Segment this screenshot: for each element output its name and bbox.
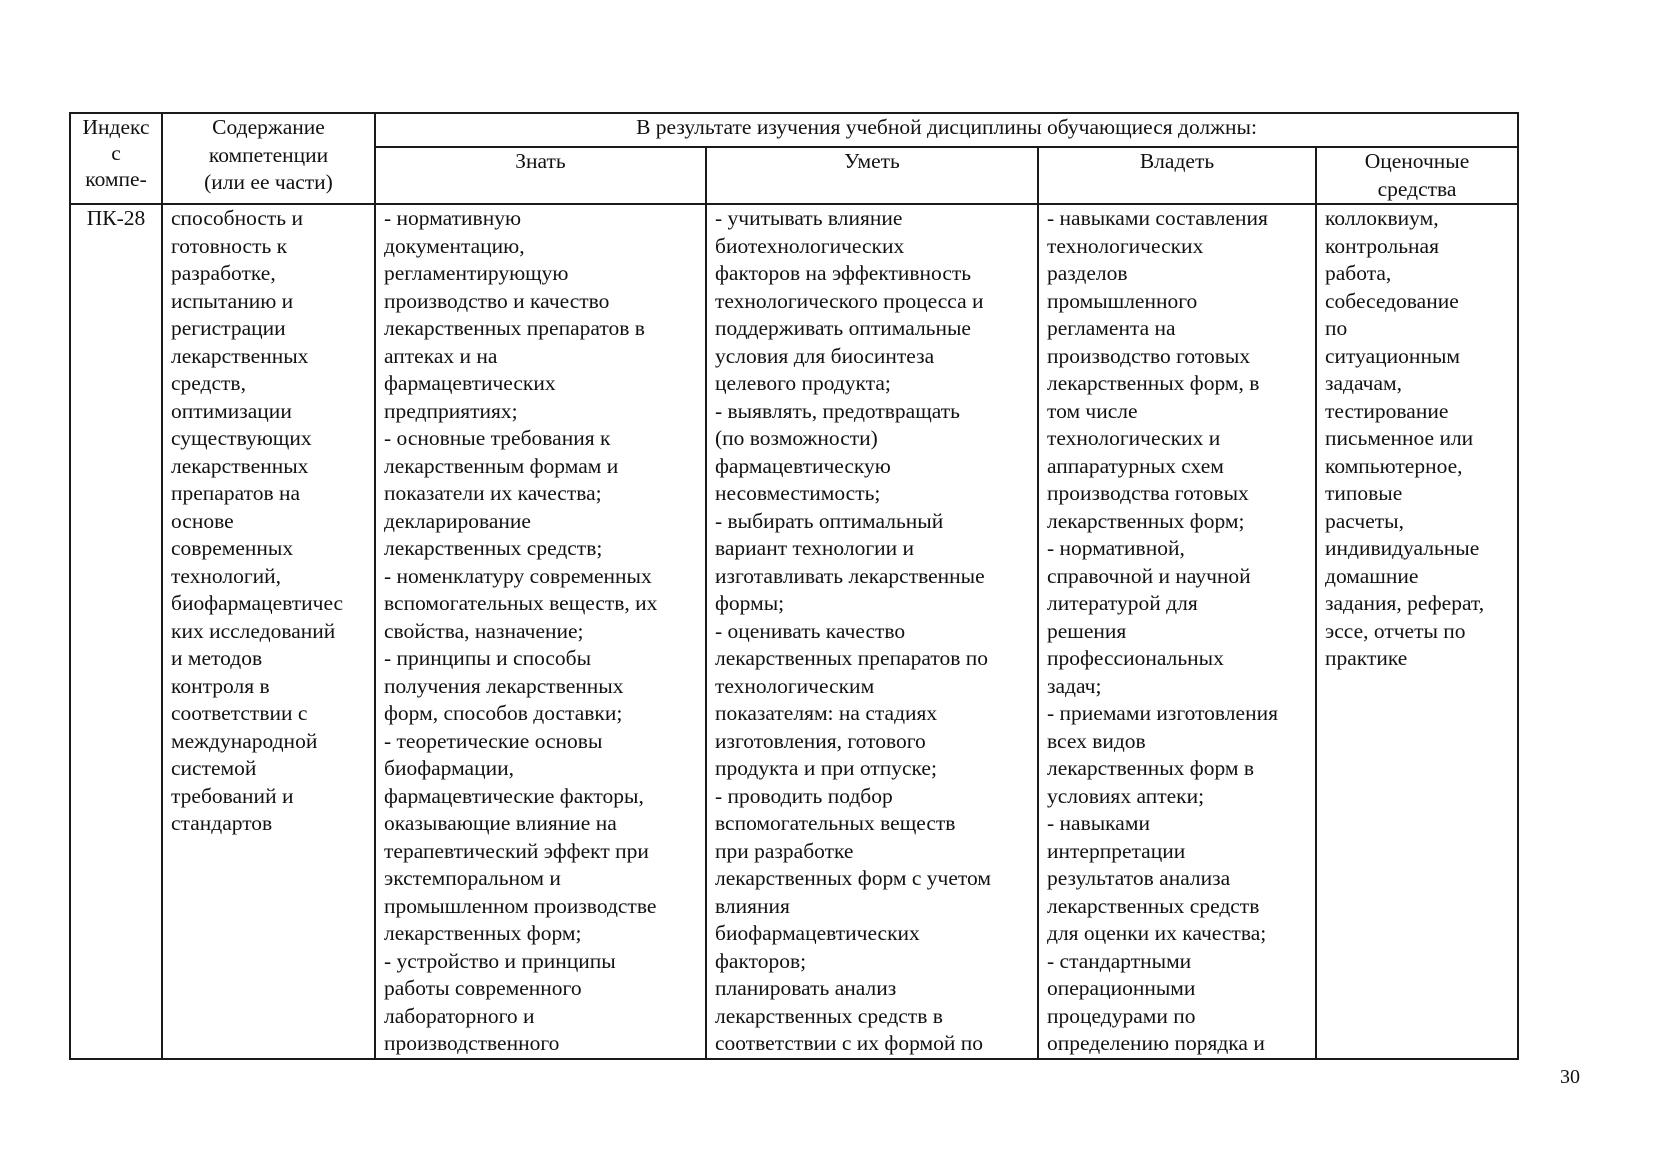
text-line: лекарственных форм, в [1047,371,1260,395]
text-line: профессиональных [1047,646,1224,670]
text-line: Содержание [212,115,325,139]
text-line: том числе [1047,398,1138,423]
text-line: при разработке [715,838,854,863]
text-line: разделов [1047,261,1128,285]
text-line: компе- [85,167,147,191]
text-line: задач; [1047,673,1102,698]
text-line: собеседование [1325,288,1459,313]
text-line: лабораторного и [384,1003,535,1028]
text-line: - навыками [1047,811,1150,835]
text-line: фармацевтическую [715,453,891,478]
text-line: производства готовых [1047,481,1249,505]
text-line: аптеках и на [384,343,498,368]
text-line: ситуационным [1325,343,1460,368]
text-line: планировать анализ [715,976,897,1000]
text-line: - стандартными [1047,948,1192,973]
text-line: лекарственных [171,453,309,478]
cell-assessment-lines [1325,205,1509,673]
text-line: - основные требования к [384,426,611,450]
page-number: 30 [1560,1066,1580,1088]
text-line: по [1325,316,1348,340]
text-line: условиях аптеки; [1047,783,1205,808]
text-line: - номенклатуру современных [384,563,652,588]
text-line: интерпретации [1047,838,1186,863]
text-line: целевого продукта; [715,371,891,395]
header-content [162,113,375,204]
text-line: существующих [171,426,312,450]
text-line: технологических [1047,233,1204,258]
text-line: определению порядка и [1047,1031,1265,1055]
text-line: регламента на [1047,316,1176,340]
text-line: - теоретические основы [384,728,603,753]
header-index-lines [79,114,153,192]
text-line: лекарственных [171,343,309,368]
text-line: решения [1047,618,1127,643]
text-line: условия для биосинтеза [715,343,935,368]
text-line: изготовления, готового [715,728,926,753]
text-line: с [111,141,121,165]
text-line: справочной и научной [1047,563,1251,588]
text-line: препаратов на [171,481,301,505]
text-line: (по возможности) [715,426,878,450]
text-line: задания, реферат, [1325,591,1485,615]
text-line: факторов на эффективность [715,261,972,285]
text-line: - нормативной, [1047,536,1185,560]
cell-content-lines [171,205,366,838]
cell-know [375,204,706,1059]
cell-own [1038,204,1316,1059]
text-line: биотехнологических [715,233,905,258]
text-line: форм, способов доставки; [384,701,623,725]
header-assessment-lines [1325,148,1509,203]
text-line: аппаратурных схем [1047,453,1224,478]
text-line: промышленного [1047,288,1198,313]
text-line: терапевтический эффект при [384,838,649,863]
text-line: регистрации [171,316,286,340]
text-line: разработке, [171,261,276,285]
text-line: средств, [171,371,246,395]
text-line: свойства, назначение; [384,618,584,643]
text-line: - оценивать качество [715,618,906,643]
text-line: экстемпоральном и [384,866,561,890]
cell-own-lines [1047,205,1307,1058]
text-line: лекарственных средств; [384,536,603,560]
text-line: оказывающие влияние на [384,811,617,835]
text-line: - устройство и принципы [384,948,616,973]
text-line: показателям: на стадиях [715,701,938,725]
cell-index: ПК-28 [70,204,162,1059]
text-line: продукта и при отпуске; [715,756,937,780]
header-assessment [1316,147,1518,204]
text-line: компетенции [208,142,329,167]
text-line: лекарственным формам и [384,453,619,478]
text-line: домашние [1325,563,1419,588]
text-line: технологическим [715,673,875,698]
text-line: средства [1377,176,1457,201]
text-line: фармацевтические факторы, [384,783,644,808]
text-line: соответствии с их формой по [715,1031,984,1055]
header-group: В результате изучения учебной дисциплины обучающиеся должны: [375,113,1518,147]
text-line: - навыками составления [1047,206,1268,230]
text-line: лекарственных препаратов в [384,316,645,340]
text-line: производственного [384,1031,560,1055]
text-line: технологий, [171,563,282,588]
text-line: - приемами изготовления [1047,701,1278,725]
text-line: соответствии с [171,701,308,725]
text-line: биофармацевтичес [171,591,344,615]
text-line: основе [171,508,234,533]
text-line: вспомогательных веществ, их [384,591,658,615]
text-line: производство готовых [1047,343,1251,368]
text-line: письменное или [1325,426,1474,450]
text-line: лекарственных средств [1047,893,1260,918]
text-line: - учитывать влияние [715,206,903,230]
text-line: ких исследований [171,618,336,643]
text-line: лекарственных форм с учетом [715,866,991,890]
text-line: литературой для [1047,591,1198,615]
text-line: лекарственных форм; [384,921,582,945]
text-line: предприятиях; [384,398,518,423]
text-line: регламентирующую [384,261,569,285]
text-line: лекарственных форм; [1047,508,1245,533]
text-line: оптимизации [171,398,292,423]
text-line: индивидуальные [1325,536,1480,560]
text-line: лекарственных препаратов по [715,646,989,670]
text-line: лекарственных средств в [715,1003,943,1028]
text-line: контрольная [1325,233,1439,258]
text-line: работа, [1325,261,1392,285]
text-line: процедурами по [1047,1003,1196,1028]
text-line: практике [1325,646,1408,670]
text-line: способность и [171,206,303,230]
cell-assessment [1316,204,1518,1059]
text-line: промышленном производстве [384,893,657,918]
text-line: Оценочные [1364,149,1470,173]
cell-can-lines [715,205,1029,1058]
text-line: факторов; [715,948,807,973]
competency-table [69,112,1519,1060]
text-line: несовместимость; [715,481,881,505]
text-line: контроля в [171,673,270,698]
text-line: требований и [171,783,294,808]
text-line: стандартов [171,811,273,835]
text-line: фармацевтических [384,371,556,395]
text-line: технологического процесса и [715,288,984,313]
text-line: типовые [1325,481,1403,505]
text-line: декларирование [384,508,531,533]
text-line: показатели их качества; [384,481,602,505]
text-line: документацию, [384,233,525,258]
text-line: тестирование [1325,398,1449,423]
text-line: работы современного [384,976,582,1000]
cell-can [706,204,1038,1059]
text-line: и методов [171,646,263,670]
text-line: лекарственных форм в [1047,756,1255,780]
text-line: изготавливать лекарственные [715,563,985,588]
header-know: Знать [375,147,706,204]
text-line: - выявлять, предотвращать [715,398,960,423]
text-line: получения лекарственных [384,673,624,698]
text-line: биофармацевтических [715,921,920,945]
text-line: вспомогательных веществ [715,811,956,835]
text-line: технологических и [1047,426,1221,450]
text-line: всех видов [1047,728,1146,753]
text-line: компьютерное, [1325,453,1463,478]
table-row [70,204,1518,1059]
text-line: - принципы и способы [384,646,592,670]
cell-content [162,204,375,1059]
text-line: испытанию и [171,288,294,313]
text-line: операционными [1047,976,1196,1000]
text-line: биофармации, [384,756,514,780]
text-line: готовность к [171,233,288,258]
text-line: Индекс [82,115,150,139]
text-line: расчеты, [1325,508,1404,533]
text-line: системой [171,756,257,780]
text-line: - проводить подбор [715,783,893,808]
text-line: международной [171,728,318,753]
text-line: современных [171,536,294,560]
header-index [70,113,162,204]
text-line: - нормативную [384,206,522,230]
header-can: Уметь [706,147,1038,204]
header-content-lines [171,114,366,197]
text-line: вариант технологии и [715,536,915,560]
text-line: - выбирать оптимальный [715,508,944,533]
text-line: производство и качество [384,288,610,313]
text-line: влияния [715,893,790,918]
text-line: эссе, отчеты по [1325,618,1466,643]
text-line: коллоквиум, [1325,206,1439,230]
text-line: для оценки их качества; [1047,921,1267,945]
text-line: формы; [715,591,785,615]
text-line: задачам, [1325,371,1402,395]
header-own: Владеть [1038,147,1316,204]
text-line: поддерживать оптимальные [715,316,971,340]
text-line: результатов анализа [1047,866,1231,890]
text-line: (или ее части) [204,170,333,194]
cell-know-lines [384,205,697,1058]
